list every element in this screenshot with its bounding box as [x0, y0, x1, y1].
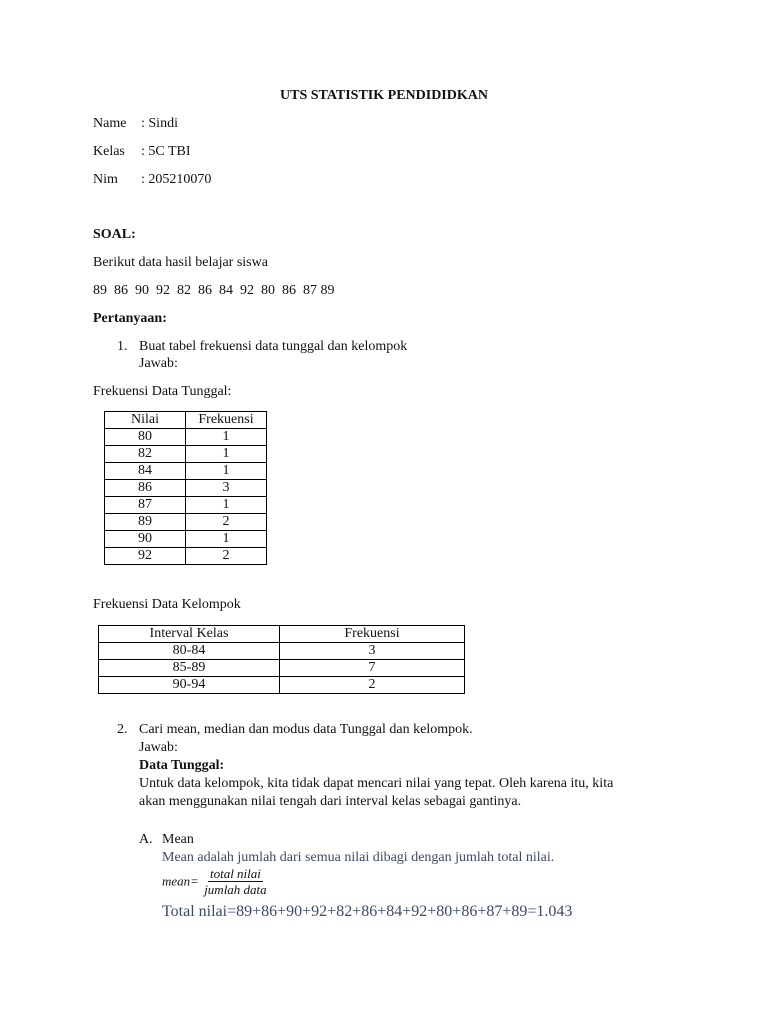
- mean-formula: [162, 866, 269, 897]
- table-cell: 1: [186, 531, 267, 548]
- table-row: [105, 531, 267, 548]
- table-cell: 86: [105, 480, 186, 497]
- table-cell: 84: [105, 463, 186, 480]
- section-a-title: Mean: [162, 832, 194, 847]
- page-title: UTS STATISTIK PENDIDIDKAN: [280, 88, 488, 103]
- soal-heading: SOAL:: [93, 227, 136, 242]
- table-cell: 2: [186, 514, 267, 531]
- kelas-label: Kelas: [93, 144, 125, 159]
- table-cell: 7: [280, 660, 465, 677]
- table-cell: 80-84: [99, 643, 280, 660]
- table-cell: 90: [105, 531, 186, 548]
- table-cell: 3: [186, 480, 267, 497]
- mean-definition: Mean adalah jumlah dari semua nilai dibagi dengan jumlah total nilai.: [162, 850, 555, 865]
- table-cell: 1: [186, 463, 267, 480]
- q2-number: 2.: [117, 722, 128, 737]
- formula-fraction: [202, 866, 268, 897]
- formula-lhs: mean=: [162, 873, 199, 889]
- kelas-value: : 5C TBI: [141, 144, 191, 159]
- q2-text: Cari mean, median dan modus data Tunggal dan kelompok.: [139, 722, 473, 737]
- column-header: Interval Kelas: [99, 626, 280, 643]
- table-cell: 90-94: [99, 677, 280, 694]
- column-header: Nilai: [105, 412, 186, 429]
- q1-number: 1.: [117, 339, 128, 354]
- table-cell: 82: [105, 446, 186, 463]
- table-row: [99, 677, 465, 694]
- table-cell: 1: [186, 497, 267, 514]
- table-row: [105, 480, 267, 497]
- q1-jawab: Jawab:: [139, 356, 178, 371]
- table-cell: 80: [105, 429, 186, 446]
- table-cell: 89: [105, 514, 186, 531]
- pertanyaan-heading: Pertanyaan:: [93, 311, 167, 326]
- table-row: [105, 429, 267, 446]
- name-value: : Sindi: [141, 116, 178, 131]
- section-a-label: A.: [139, 832, 153, 847]
- table-row: [105, 514, 267, 531]
- data-line: 89 86 90 92 82 86 84 92 80 86 87 89: [93, 283, 335, 298]
- nim-value: : 205210070: [141, 172, 212, 187]
- table-cell: 92: [105, 548, 186, 565]
- table-cell: 3: [280, 643, 465, 660]
- formula-numerator: total nilai: [209, 866, 261, 881]
- name-label: Name: [93, 116, 127, 131]
- table-cell: 1: [186, 446, 267, 463]
- column-header: Frekuensi: [186, 412, 267, 429]
- table-row: [99, 660, 465, 677]
- table-cell: 85-89: [99, 660, 280, 677]
- table-header-row: [105, 412, 267, 429]
- table-cell: 2: [280, 677, 465, 694]
- single-frequency-table: [104, 411, 267, 565]
- single-table-caption: Frekuensi Data Tunggal:: [93, 384, 232, 399]
- explanation-line-1: Untuk data kelompok, kita tidak dapat mencari nilai yang tepat. Oleh karena itu, kita: [139, 776, 614, 791]
- table-row: [99, 643, 465, 660]
- q2-jawab: Jawab:: [139, 740, 178, 755]
- table-cell: 1: [186, 429, 267, 446]
- q1-text: Buat tabel frekuensi data tunggal dan kelompok: [139, 339, 408, 354]
- group-table-caption: Frekuensi Data Kelompok: [93, 597, 241, 612]
- formula-denominator: jumlah data: [204, 882, 267, 897]
- nim-label: Nim: [93, 172, 118, 187]
- table-row: [105, 463, 267, 480]
- table-row: [105, 497, 267, 514]
- column-header: Frekuensi: [280, 626, 465, 643]
- table-row: [105, 548, 267, 565]
- table-row: [105, 446, 267, 463]
- table-header-row: [99, 626, 465, 643]
- table-cell: 2: [186, 548, 267, 565]
- table-cell: 87: [105, 497, 186, 514]
- total-nilai-line: Total nilai=89+86+90+92+82+86+84+92+80+86+87+89=1.043: [162, 903, 573, 920]
- intro-text: Berikut data hasil belajar siswa: [93, 255, 268, 270]
- explanation-line-2: akan menggunakan nilai tengah dari interval kelas sebagai gantinya.: [139, 794, 522, 809]
- group-frequency-table: [98, 625, 465, 694]
- data-tunggal-heading: Data Tunggal:: [139, 758, 225, 773]
